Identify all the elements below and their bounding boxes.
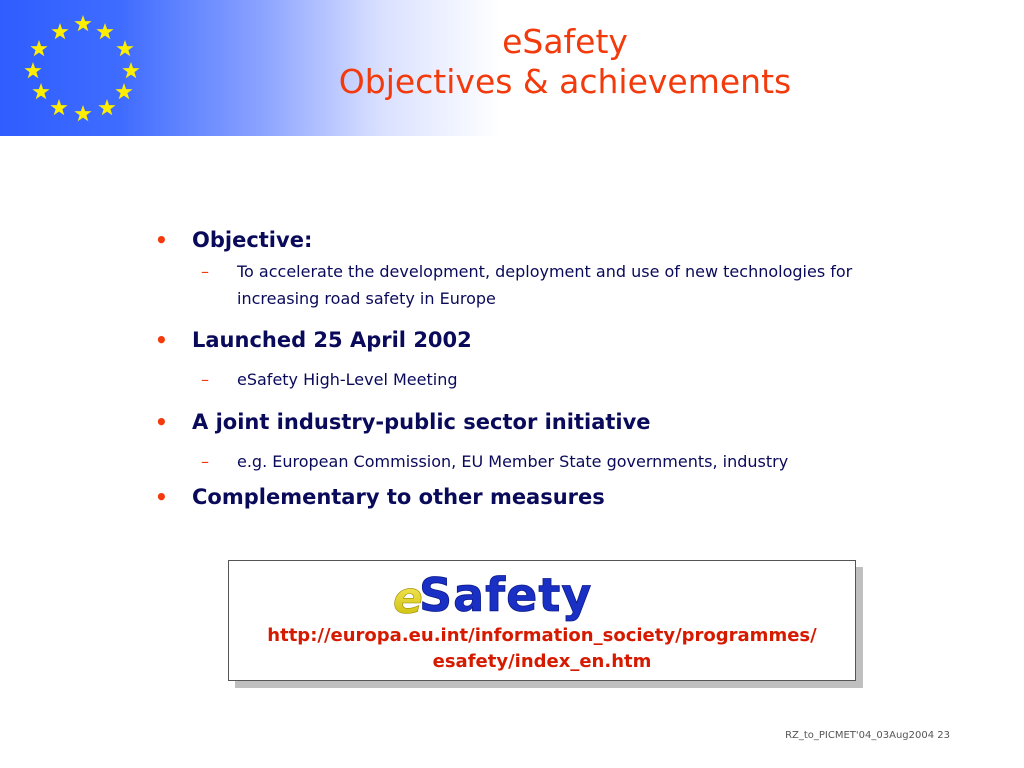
dash-icon: – (201, 452, 209, 471)
bullet-label: A joint industry-public sector initiative (192, 410, 651, 434)
logo-prefix: e (393, 573, 423, 623)
slide-footer: RZ_to_PICMET'04_03Aug2004 23 (785, 730, 950, 741)
title-line-1: eSafety (502, 22, 628, 61)
esafety-logo-box (228, 560, 856, 681)
dash-icon: – (201, 370, 209, 389)
bullet-launched (155, 326, 915, 354)
esafety-url-link[interactable] (229, 623, 855, 675)
sub-bullet-text: eSafety High-Level Meeting (237, 370, 458, 389)
bullet-label: Complementary to other measures (192, 485, 605, 509)
bullet-dot-icon: • (155, 228, 168, 252)
url-line-1: http://europa.eu.int/information_society/programmes/ (267, 625, 817, 646)
bullet-label: Objective: (192, 228, 313, 252)
sub-bullet (155, 366, 915, 393)
bullet-objective (155, 226, 915, 254)
logo-word: Safety (419, 568, 593, 622)
sub-bullet-text: To accelerate the development, deployment and use of new technologies for increasing road safety in Europe (237, 262, 853, 308)
sub-bullet (155, 258, 915, 312)
bullet-joint-initiative (155, 408, 915, 436)
bullet-list (155, 226, 915, 511)
sub-bullet-text: e.g. European Commission, EU Member State governments, industry (237, 452, 789, 471)
bullet-dot-icon: • (155, 328, 168, 352)
bullet-label: Launched 25 April 2002 (192, 328, 472, 352)
url-line-2: esafety/index_en.htm (432, 651, 652, 672)
dash-icon: – (201, 262, 209, 281)
bullet-complementary (155, 483, 915, 511)
title-line-2: Objectives & achievements (338, 62, 792, 101)
eu-flag-stars-icon (18, 12, 148, 127)
esafety-logo (389, 567, 689, 623)
bullet-dot-icon: • (155, 410, 168, 434)
slide-title (300, 22, 830, 102)
bullet-dot-icon: • (155, 485, 168, 509)
sub-bullet (155, 448, 915, 475)
